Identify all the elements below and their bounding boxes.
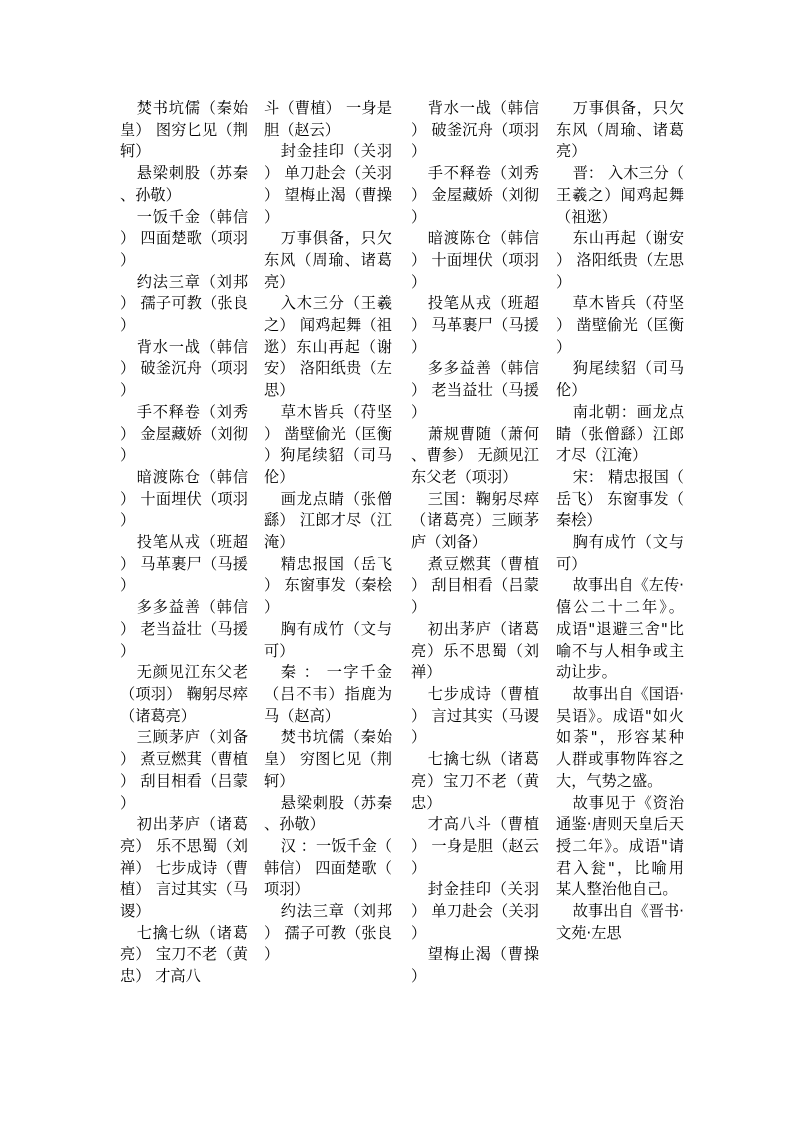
- paragraph: 画龙点睛（张僧繇） 江郎才尽（江淹）: [264, 489, 392, 552]
- text-column-3: [411, 98, 539, 988]
- paragraph: 入木三分（王羲之） 闻鸡起舞（祖逖）东山再起（谢安） 洛阳纸贵（左思）: [264, 294, 392, 400]
- paragraph: 投笔从戎（班超） 马革裹尸（马援）: [411, 294, 539, 356]
- paragraph: 一饭千金（韩信） 四面楚歌（项羽）: [120, 207, 248, 269]
- paragraph: 无颜见江东父老（项羽） 鞠躬尽瘁（诸葛亮）: [120, 663, 248, 725]
- paragraph: 封金挂印（关羽） 单刀赴会（关羽）: [411, 880, 539, 942]
- paragraph: 煮豆燃萁（曹植） 刮目相看（吕蒙）: [411, 554, 539, 617]
- paragraph: 初出茅庐（诸葛亮） 乐不思蜀（刘禅） 七步成诗（曹植） 言过其实（马谡）: [120, 815, 248, 921]
- paragraph: 约法三章（刘邦） 孺子可教（张良）: [264, 902, 392, 964]
- paragraph: 七步成诗（曹植） 言过其实（马谡）: [411, 684, 539, 747]
- paragraph: 汉 ：一饭千金（韩信） 四面楚歌（项羽）: [264, 836, 392, 899]
- text-column-1: [120, 98, 248, 988]
- paragraph: 故事出自《左传·僖公二十二年》。成语"退避三舍"比喻不与人相争或主动让步。: [556, 576, 684, 682]
- paragraph: 才高八斗（曹植） 一身是胆（赵云）: [411, 815, 539, 877]
- paragraph: 手不释卷（刘秀） 金屋藏娇（刘彻）: [411, 164, 539, 226]
- paragraph: 望梅止渴（曹操）: [411, 945, 539, 986]
- paragraph: 初出茅庐（诸葛亮）乐不思蜀（刘禅）: [411, 619, 539, 682]
- paragraph: 胸有成竹（文与可）: [264, 619, 392, 660]
- paragraph: 南北朝：画龙点睛（张僧繇）江郎才尽（江淹）: [556, 402, 684, 465]
- paragraph: 暗渡陈仓（韩信） 十面埋伏（项羽）: [411, 229, 539, 291]
- paragraph: 万事俱备，只欠东风（周瑜、诸葛亮）: [556, 99, 684, 161]
- paragraph: 焚书坑儒（秦始皇） 图穷匕见（荆轲）: [120, 99, 248, 161]
- paragraph: 故事出自《晋书·文苑·左思: [556, 902, 684, 942]
- paragraph: 万事俱备，只欠东风（周瑜、诸葛亮）: [264, 229, 392, 291]
- paragraph: 萧规曹随（萧何、曹参） 无颜见江东父老（项羽）: [411, 424, 539, 486]
- text-column-2: [264, 98, 392, 966]
- paragraph: 故事见于《资治通鉴·唐则天皇后天授二年》。成语"请君入瓮"，比喻用某人整治他自己。: [556, 793, 684, 899]
- paragraph: 手不释卷（刘秀） 金屋藏娇（刘彻）: [120, 402, 248, 465]
- paragraph: 狗尾续貂（司马伦）: [556, 359, 684, 400]
- paragraph: 投笔从戎（班超） 马革裹尸（马援）: [120, 533, 248, 595]
- paragraph: 草木皆兵（苻坚） 凿壁偷光（匡衡）狗尾续貂（司马伦）: [264, 402, 392, 486]
- paragraph: 多多益善（韩信） 老当益壮（马援）: [411, 359, 539, 421]
- paragraph: 背水一战（韩信） 破釜沉舟（项羽）: [411, 99, 539, 161]
- paragraph: 悬梁刺股（苏秦、孙敬）: [264, 793, 392, 834]
- paragraph: 故事出自《国语·吴语》。成语"如火如荼"，形容某种人群或事物阵容之大，气势之盛。: [556, 684, 684, 790]
- paragraph: 胸有成竹（文与可）: [556, 533, 684, 573]
- paragraph: 约法三章（刘邦） 孺子可教（张良）: [120, 272, 248, 335]
- paragraph: 暗渡陈仓（韩信） 十面埋伏（项羽）: [120, 467, 248, 530]
- text-column-4: [556, 98, 684, 944]
- paragraph: 东山再起（谢安） 洛阳纸贵（左思）: [556, 229, 684, 291]
- paragraph: 多多益善（韩信） 老当益壮（马援）: [120, 598, 248, 660]
- paragraph: 七擒七纵（诸葛亮） 宝刀不老（黄忠） 才高八: [120, 923, 248, 986]
- paragraph: 秦 ： 一字千金（吕不韦）指鹿为马（赵高）: [264, 663, 392, 725]
- paragraph: 宋： 精忠报国（岳飞） 东窗事发（秦桧）: [556, 467, 684, 530]
- paragraph: 草木皆兵（苻坚） 凿壁偷光（匡衡）: [556, 294, 684, 356]
- paragraph: 悬梁刺股（苏秦、孙敬）: [120, 164, 248, 204]
- paragraph-continuation: 斗（曹植） 一身是胆（赵云）: [264, 99, 392, 139]
- paragraph: 精忠报国（岳飞） 东窗事发（秦桧）: [264, 554, 392, 617]
- paragraph: 封金挂印（关羽） 单刀赴会（关羽） 望梅止渴（曹操）: [264, 142, 392, 226]
- paragraph: 晋： 入木三分（王羲之）闻鸡起舞（祖逖）: [556, 164, 684, 226]
- paragraph: 焚书坑儒（秦始皇） 穷图匕见（荆轲）: [264, 728, 392, 790]
- paragraph: 三顾茅庐（刘备） 煮豆燃萁（曹植） 刮目相看（吕蒙）: [120, 728, 248, 812]
- paragraph: 三国：鞠躬尽瘁（诸葛亮）三顾茅庐（刘备）: [411, 489, 539, 552]
- paragraph: 七擒七纵（诸葛亮）宝刀不老（黄忠）: [411, 750, 539, 812]
- paragraph: 背水一战（韩信） 破釜沉舟（项羽）: [120, 337, 248, 400]
